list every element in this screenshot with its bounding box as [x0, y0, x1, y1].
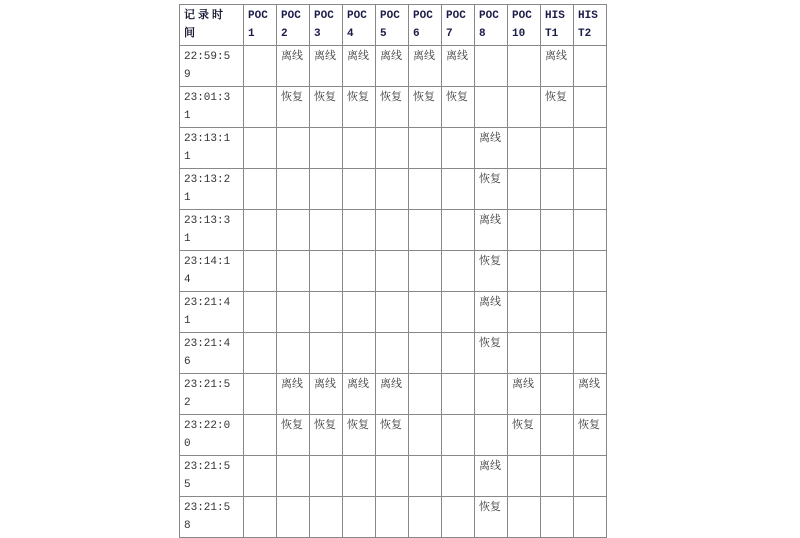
status-cell [343, 456, 376, 497]
status-cell [409, 128, 442, 169]
status-cell: 恢复 [475, 333, 508, 374]
table-row [180, 251, 607, 292]
status-cell [541, 169, 574, 210]
time-cell: 23:21:55 [180, 456, 244, 497]
status-cell [244, 87, 277, 128]
status-cell: 离线 [310, 46, 343, 87]
table-row [180, 497, 607, 538]
status-cell [244, 497, 277, 538]
status-cell [442, 374, 475, 415]
time-cell: 23:21:41 [180, 292, 244, 333]
status-cell [376, 333, 409, 374]
status-cell [409, 456, 442, 497]
status-cell [310, 169, 343, 210]
column-header: POC 3 [310, 5, 343, 46]
status-cell [541, 333, 574, 374]
status-cell [574, 456, 607, 497]
time-cell: 23:21:46 [180, 333, 244, 374]
column-header: POC 4 [343, 5, 376, 46]
status-cell: 恢复 [277, 87, 310, 128]
status-cell [508, 333, 541, 374]
status-cell: 离线 [508, 374, 541, 415]
status-cell [277, 128, 310, 169]
status-cell [541, 374, 574, 415]
table-header [180, 5, 607, 46]
table-row [180, 292, 607, 333]
status-cell: 恢复 [475, 251, 508, 292]
status-cell [244, 128, 277, 169]
column-header: POC 2 [277, 5, 310, 46]
time-cell: 23:13:11 [180, 128, 244, 169]
table-row [180, 374, 607, 415]
status-cell [508, 128, 541, 169]
status-cell [244, 333, 277, 374]
status-cell [442, 497, 475, 538]
status-cell [442, 456, 475, 497]
status-cell [277, 456, 310, 497]
status-cell: 离线 [574, 374, 607, 415]
status-cell: 离线 [442, 46, 475, 87]
time-cell: 22:59:59 [180, 46, 244, 87]
status-cell [508, 497, 541, 538]
status-cell [244, 374, 277, 415]
column-header: POC 7 [442, 5, 475, 46]
header-row [180, 5, 607, 46]
status-cell: 恢复 [376, 415, 409, 456]
status-cell: 恢复 [343, 87, 376, 128]
status-cell: 恢复 [475, 497, 508, 538]
status-cell [376, 456, 409, 497]
status-cell: 离线 [475, 210, 508, 251]
time-cell: 23:13:21 [180, 169, 244, 210]
status-cell [541, 415, 574, 456]
status-cell [244, 46, 277, 87]
status-cell [475, 374, 508, 415]
status-cell: 离线 [541, 46, 574, 87]
status-cell [475, 415, 508, 456]
column-header: POC 1 [244, 5, 277, 46]
column-header: POC 6 [409, 5, 442, 46]
status-cell [277, 169, 310, 210]
status-cell [442, 415, 475, 456]
status-cell: 离线 [343, 46, 376, 87]
status-cell [508, 251, 541, 292]
status-cell [244, 251, 277, 292]
status-cell [508, 210, 541, 251]
status-cell [310, 251, 343, 292]
table-body [180, 46, 607, 538]
status-cell: 离线 [376, 46, 409, 87]
status-cell [310, 497, 343, 538]
table-row [180, 456, 607, 497]
status-cell [541, 456, 574, 497]
status-cell [244, 415, 277, 456]
status-cell [541, 128, 574, 169]
status-cell: 恢复 [541, 87, 574, 128]
status-cell [574, 128, 607, 169]
status-cell [508, 292, 541, 333]
status-cell [310, 292, 343, 333]
status-cell [343, 333, 376, 374]
status-cell [376, 169, 409, 210]
time-cell: 23:01:31 [180, 87, 244, 128]
status-cell [343, 251, 376, 292]
status-cell [310, 210, 343, 251]
status-cell: 离线 [277, 374, 310, 415]
status-cell [343, 169, 376, 210]
status-cell [574, 46, 607, 87]
status-cell [541, 210, 574, 251]
time-cell: 23:14:14 [180, 251, 244, 292]
status-cell [541, 292, 574, 333]
status-cell: 离线 [343, 374, 376, 415]
table-row [180, 46, 607, 87]
status-cell [442, 292, 475, 333]
status-cell: 恢复 [442, 87, 475, 128]
status-cell: 恢复 [376, 87, 409, 128]
status-cell: 恢复 [310, 87, 343, 128]
status-cell [343, 497, 376, 538]
status-cell: 恢复 [409, 87, 442, 128]
status-cell: 离线 [277, 46, 310, 87]
status-cell [442, 128, 475, 169]
column-header: POC 10 [508, 5, 541, 46]
status-cell [409, 292, 442, 333]
status-cell [508, 87, 541, 128]
status-cell [508, 169, 541, 210]
status-cell [574, 210, 607, 251]
status-cell [277, 251, 310, 292]
column-header: POC 5 [376, 5, 409, 46]
status-cell [343, 128, 376, 169]
status-cell [574, 251, 607, 292]
table-row [180, 87, 607, 128]
table-row [180, 128, 607, 169]
status-cell [574, 497, 607, 538]
status-cell [277, 497, 310, 538]
status-cell [376, 251, 409, 292]
status-cell: 离线 [376, 374, 409, 415]
status-cell: 恢复 [574, 415, 607, 456]
status-cell: 恢复 [343, 415, 376, 456]
status-cell [409, 374, 442, 415]
status-cell [277, 210, 310, 251]
status-cell [574, 87, 607, 128]
time-cell: 23:21:52 [180, 374, 244, 415]
status-cell [508, 46, 541, 87]
time-cell: 23:22:00 [180, 415, 244, 456]
status-cell [442, 210, 475, 251]
status-cell [475, 46, 508, 87]
status-cell [244, 210, 277, 251]
status-cell [310, 128, 343, 169]
status-cell [574, 333, 607, 374]
status-cell [376, 497, 409, 538]
table-row [180, 415, 607, 456]
device-status-table [179, 4, 607, 538]
status-cell [574, 169, 607, 210]
column-header: POC 8 [475, 5, 508, 46]
time-cell: 23:13:31 [180, 210, 244, 251]
status-cell [310, 333, 343, 374]
status-cell: 恢复 [277, 415, 310, 456]
status-cell [409, 251, 442, 292]
column-header: HIS T2 [574, 5, 607, 46]
status-cell [409, 415, 442, 456]
status-cell [409, 210, 442, 251]
status-cell [244, 292, 277, 333]
column-header: HIS T1 [541, 5, 574, 46]
status-cell [376, 128, 409, 169]
status-cell [376, 292, 409, 333]
status-cell [409, 497, 442, 538]
status-cell [475, 87, 508, 128]
status-cell [541, 497, 574, 538]
status-cell [409, 333, 442, 374]
status-cell [343, 292, 376, 333]
status-cell: 恢复 [475, 169, 508, 210]
status-cell: 离线 [475, 456, 508, 497]
status-cell: 离线 [409, 46, 442, 87]
status-cell [376, 210, 409, 251]
status-cell [244, 456, 277, 497]
table-row [180, 333, 607, 374]
status-cell [343, 210, 376, 251]
column-header-time: 记录时间 [180, 5, 244, 46]
status-cell [277, 333, 310, 374]
time-cell: 23:21:58 [180, 497, 244, 538]
status-cell [442, 333, 475, 374]
status-cell [508, 456, 541, 497]
status-cell [442, 169, 475, 210]
status-cell [541, 251, 574, 292]
table-row [180, 169, 607, 210]
status-cell: 恢复 [310, 415, 343, 456]
status-cell: 离线 [475, 292, 508, 333]
status-cell: 离线 [310, 374, 343, 415]
table-row [180, 210, 607, 251]
status-cell [277, 292, 310, 333]
status-cell [442, 251, 475, 292]
status-cell [310, 456, 343, 497]
status-cell [244, 169, 277, 210]
status-cell [409, 169, 442, 210]
status-cell: 离线 [475, 128, 508, 169]
status-cell [574, 292, 607, 333]
status-cell: 恢复 [508, 415, 541, 456]
